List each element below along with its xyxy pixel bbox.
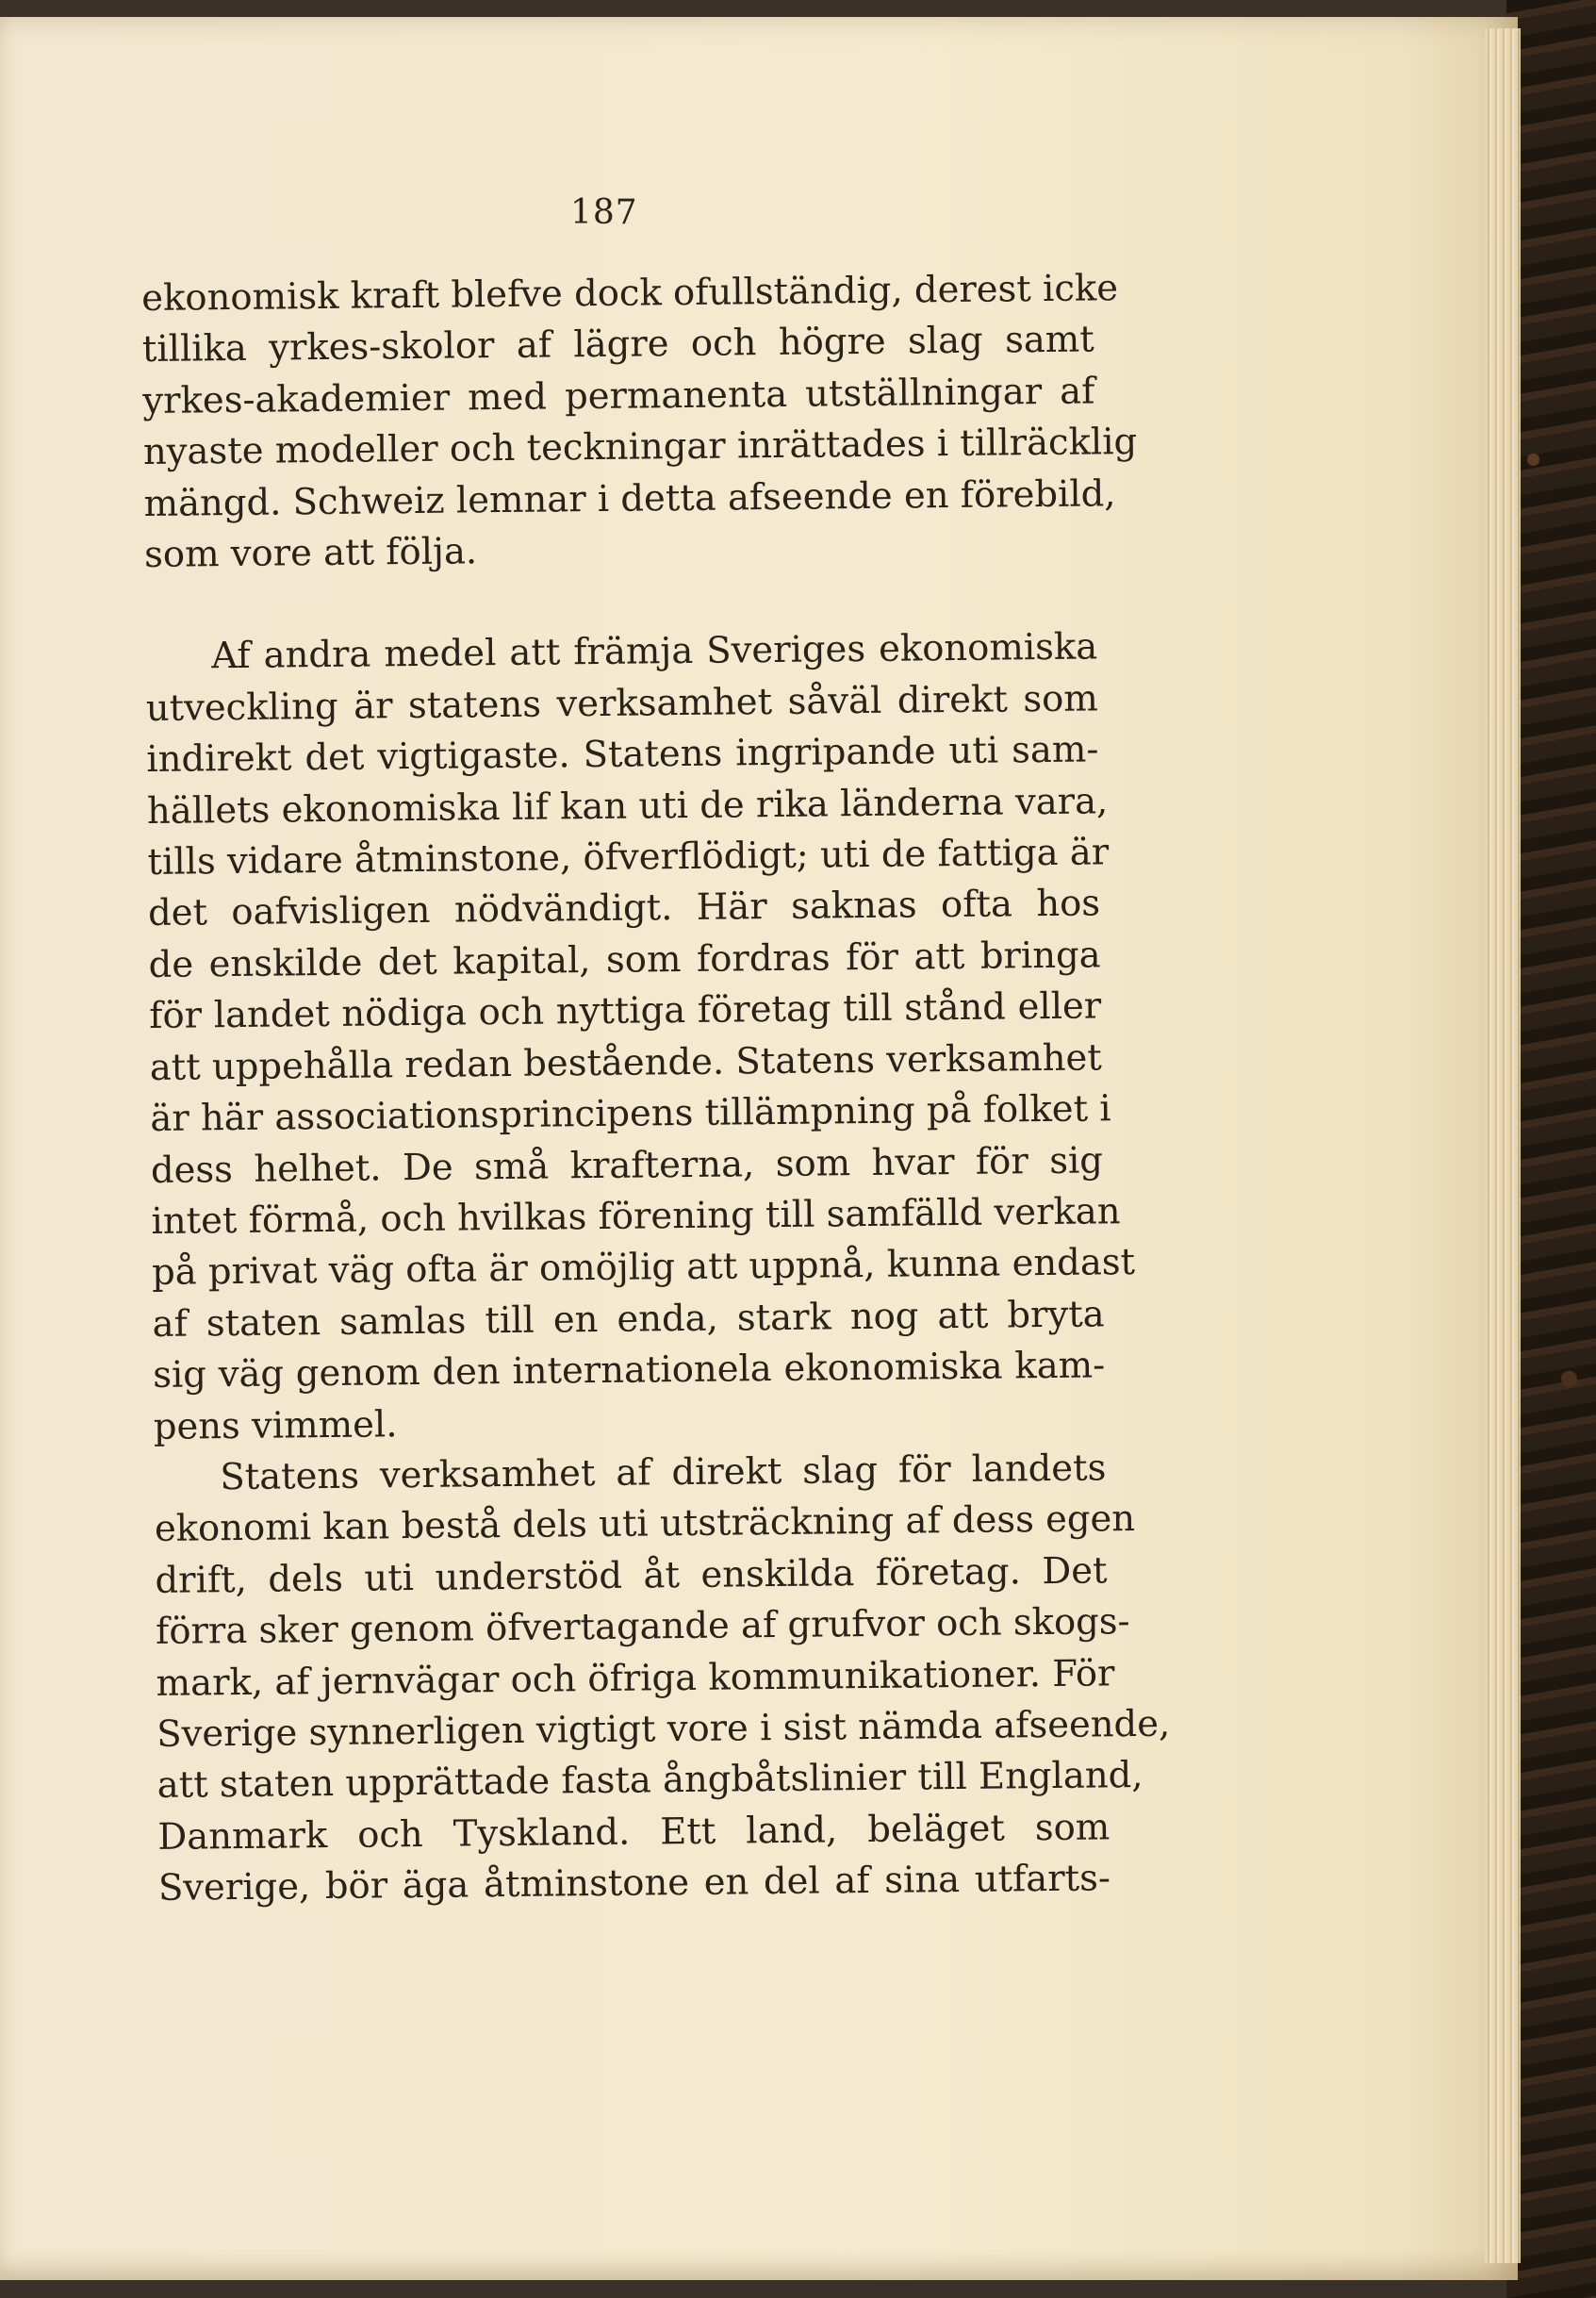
text-line: Sverige synnerligen vigtigt vore i sist nämda afseende, (156, 1702, 1171, 1756)
text-line: utveckling är statens verksamhet såväl direkt som (145, 677, 1099, 730)
text-line: tills vidare åtminstone, öfverflödigt; uti de fattiga är (147, 831, 1110, 884)
text-line: intet förmå, och hvilkas förening till samfälld verkan (151, 1190, 1121, 1243)
paragraph (141, 263, 1138, 581)
text-line: drift, dels uti understöd åt enskilda företag. Det (155, 1549, 1108, 1602)
text-line: tillika yrkes-skolor af lägre och högre slag samt (141, 318, 1095, 372)
text-line: för landet nödiga och nyttiga företag till stånd eller (149, 984, 1102, 1038)
text-line: att uppehålla redan bestående. Statens verksamhet (149, 1036, 1102, 1089)
text-line: som vore att följa. (143, 530, 478, 577)
text-line: indirekt det vigtigaste. Statens ingripande uti sam- (146, 728, 1099, 782)
text-line: dess helhet. De små krafterna, som hvar för sig (150, 1138, 1104, 1192)
text-line: nyaste modeller och teckningar inrättades i tillräcklig (142, 421, 1138, 474)
text-line: sig väg genom den internationela ekonomiska kam- (153, 1344, 1106, 1397)
text-line: Sverige, bör äga åtminstone en del af sina utfarts- (157, 1857, 1111, 1910)
paragraph (154, 1443, 1171, 1914)
paragraph (145, 622, 1136, 1453)
text-line: de enskilde det kapital, som fordras för att bringa (148, 934, 1101, 986)
text-line: ekonomi kan bestå dels uti utsträckning af dess egen (154, 1497, 1136, 1551)
text-line: att staten upprättade fasta ångbåtslinier till England, (156, 1754, 1144, 1808)
page-number: 187 (570, 193, 638, 232)
text-line: på privat väg ofta är omöjlig att uppnå, kunna endast (151, 1241, 1136, 1295)
text-line: af staten samlas till en enda, stark nog att bryta (152, 1293, 1105, 1346)
text-line: mängd. Schweiz lemnar i detta afseende en förebild, (143, 471, 1116, 525)
text-line: Statens verksamhet af direkt slag för landets (220, 1447, 1107, 1499)
text-line: pens vimmel. (153, 1402, 398, 1448)
text-line: förra sker genom öfvertagande af grufvor och skogs- (155, 1600, 1130, 1654)
text-line: är här associationsprincipens tillämpning på folket i (150, 1087, 1111, 1141)
page-text (141, 263, 1171, 1914)
text-line: Af andra medel att främja Sveriges ekonomiska (211, 625, 1098, 678)
text-line: Danmark och Tyskland. Ett land, beläget som (157, 1806, 1111, 1859)
text-line: ekonomisk kraft blefve dock ofullständig, derest icke (141, 267, 1119, 320)
text-line: det oafvisligen nödvändigt. Här saknas ofta hos (147, 882, 1101, 935)
text-line: yrkes-akademier med permanenta utställningar af (142, 370, 1095, 422)
text-line: mark, af jernvägar och öfriga kommunikationer. För (156, 1651, 1115, 1705)
page-edge (1485, 28, 1521, 2263)
text-line: hällets ekonomiska lif kan uti de rika länderna vara, (146, 779, 1109, 833)
